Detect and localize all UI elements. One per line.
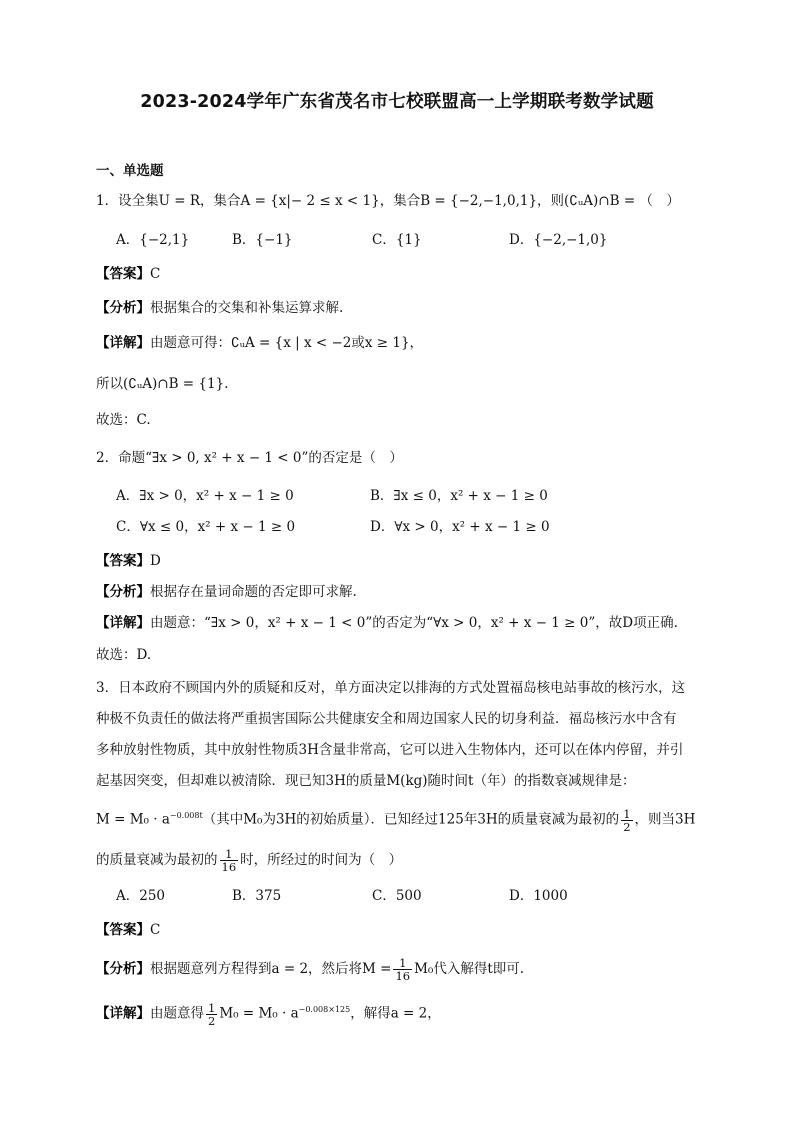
fraction-one-half: $\frac{1}{2}$ xyxy=(623,806,631,834)
q1-conclusion: 故选：C. xyxy=(96,412,151,428)
q1-option-b: B．{−1} xyxy=(232,232,293,248)
q3-line-6-text: 的质量衰减为最初的 xyxy=(96,852,218,868)
q3-analysis-tail: M₀代入解得t即可. xyxy=(414,961,525,977)
q3-option-d: D．1000 xyxy=(509,888,568,904)
q2-detail-line xyxy=(96,613,678,633)
q3-line-5 xyxy=(96,806,695,833)
q1-option-a: A．{−2,1} xyxy=(116,232,190,248)
q3-line-1: 3．日本政府不顾国内外的质疑和反对，单方面决定以排海的方式处置福岛核电站事故的核污水，这 xyxy=(96,680,686,696)
q3-option-c: C．500 xyxy=(372,888,422,904)
q3-line-2: 种极不负责任的做法将严重损害国际公共健康安全和周边国家人民的切身利益．福岛核污水中含有 xyxy=(96,711,677,727)
detail-tag: 【详解】 xyxy=(96,615,150,631)
q2-option-c: C．∀x ≤ 0，x² + x − 1 ≥ 0 xyxy=(116,519,296,535)
q3-line-6 xyxy=(96,848,402,873)
analysis-tag: 【分析】 xyxy=(96,584,150,600)
q3-option-b: B．375 xyxy=(232,888,282,904)
q3-line-5-tail: ，则当3H xyxy=(634,811,696,828)
q2-detail: 由题意：“∃x > 0，x² + x − 1 < 0”的否定为“∀x > 0，x² + x − 1 ≥ 0”，故D项正确. xyxy=(150,615,678,631)
fraction-one-sixteenth: $\frac{1}{16}$ xyxy=(221,847,237,874)
q1-option-d: D．{−2,−1,0} xyxy=(509,232,608,248)
q1-answer: C xyxy=(150,266,161,282)
q3-formula-exponent: −0.008t xyxy=(169,811,203,820)
q1-detail-line xyxy=(96,333,423,353)
answer-tag: 【答案】 xyxy=(96,553,150,569)
q3-line-5-text: （其中M₀为3H的初始质量）．已知经过125年3H的质量衰减为最初的 xyxy=(202,811,620,828)
q3-line-4: 起基因突变，但却难以被清除．现已知3H的质量M(kg)随时间t（年）的指数衰减规律是： xyxy=(96,773,636,789)
q3-option-a: A．250 xyxy=(116,888,166,904)
q3-line-6-tail: 时，所经过的时间为（ ） xyxy=(240,852,403,868)
q3-analysis-line xyxy=(96,957,524,982)
q1-detail: 由题意可得：∁ᵤA = {x | x < −2或x ≥ 1}， xyxy=(150,335,424,351)
fraction-one-sixteenth: $\frac{1}{16}$ xyxy=(395,956,411,983)
q3-answer-line xyxy=(96,920,160,940)
detail-tag: 【详解】 xyxy=(96,1005,150,1022)
q3-detail-tail: ，解得a = 2， xyxy=(350,1005,441,1022)
q1-detail-2: 所以(∁ᵤA)∩B = {1}. xyxy=(96,376,229,392)
section-heading: 一、单选题 xyxy=(96,163,164,179)
q1-stem: 1．设全集U = R，集合A = {x|− 2 ≤ x < 1}，集合B = {−2,−1,0,1}，则(∁ᵤA)∩B = （ ） xyxy=(96,193,680,209)
q3-formula: M = M₀ · a xyxy=(96,811,170,828)
q2-conclusion: 故选：D. xyxy=(96,647,152,663)
analysis-tag: 【分析】 xyxy=(96,300,150,316)
q3-line-3: 多种放射性物质，其中放射性物质3H含量非常高，它可以进入生物体内，还可以在体内停留，并引 xyxy=(96,742,684,758)
fraction-one-half: $\frac{1}{2}$ xyxy=(208,1000,216,1028)
q2-option-b: B．∃x ≤ 0，x² + x − 1 ≥ 0 xyxy=(370,488,548,504)
q2-stem: 2．命题“∃x > 0, x² + x − 1 < 0”的否定是（ ） xyxy=(96,450,403,466)
q2-option-a: A．∃x > 0，x² + x − 1 ≥ 0 xyxy=(116,488,294,504)
q3-answer: C xyxy=(150,922,161,938)
q3-analysis: 根据题意列方程得到a = 2，然后将M = xyxy=(150,961,392,977)
q3-detail: 由题意得 xyxy=(150,1005,204,1022)
detail-tag: 【详解】 xyxy=(96,335,150,351)
q2-answer-line xyxy=(96,551,161,571)
q2-answer: D xyxy=(150,553,161,569)
document-title: 2023-2024学年广东省茂名市七校联盟高一上学期联考数学试题 xyxy=(140,92,654,112)
analysis-tag: 【分析】 xyxy=(96,961,150,977)
q1-answer-line xyxy=(96,264,160,284)
q1-option-c: C．{1} xyxy=(372,232,422,248)
answer-tag: 【答案】 xyxy=(96,266,150,282)
q2-option-d: D．∀x > 0，x² + x − 1 ≥ 0 xyxy=(370,519,550,535)
q2-analysis-line xyxy=(96,582,357,602)
q3-detail-line xyxy=(96,1000,441,1027)
answer-tag: 【答案】 xyxy=(96,922,150,938)
q2-analysis: 根据存在量词命题的否定即可求解. xyxy=(150,584,357,600)
q3-detail-exponent: −0.008×125 xyxy=(298,1005,351,1014)
q1-analysis: 根据集合的交集和补集运算求解. xyxy=(150,300,344,316)
q1-analysis-line xyxy=(96,298,343,318)
q3-detail-equation: M₀ = M₀ · a xyxy=(219,1005,299,1022)
